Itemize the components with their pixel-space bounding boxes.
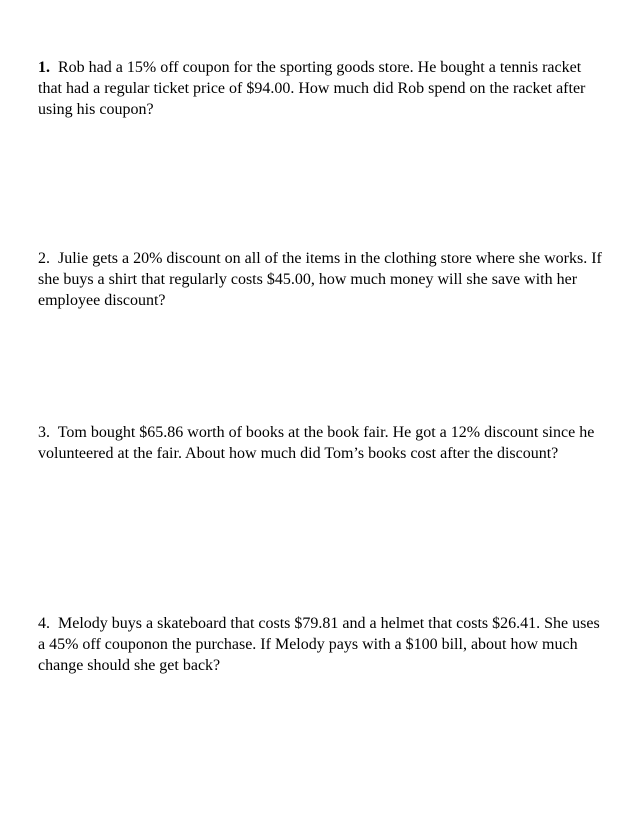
- problem-number: 4.: [38, 615, 50, 632]
- problem-text: Julie gets a 20% discount on all of the items in the clothing store where she works. If she buys a shirt that regularly costs $45.00, how much money will she save with her employee discount?: [38, 250, 602, 309]
- problem-2: [38, 248, 608, 311]
- problem-3: [38, 422, 608, 464]
- problem-1: [38, 57, 608, 120]
- problem-4: [38, 613, 608, 676]
- problem-number: 2.: [38, 250, 50, 267]
- problem-text: Melody buys a skateboard that costs $79.81 and a helmet that costs $26.41. She uses a 45% off couponon the purchase. If Melody pays with a $100 bill, about how much change should she get back?: [38, 615, 600, 674]
- problem-number: 1.: [38, 59, 50, 76]
- problem-text: Tom bought $65.86 worth of books at the book fair. He got a 12% discount since he volunteered at the fair. About how much did Tom’s books cost after the discount?: [38, 424, 595, 462]
- problem-number: 3.: [38, 424, 50, 441]
- problem-text: Rob had a 15% off coupon for the sporting goods store. He bought a tennis racket that had a regular ticket price of $94.00. How much did Rob spend on the racket after using his coupon?: [38, 59, 586, 118]
